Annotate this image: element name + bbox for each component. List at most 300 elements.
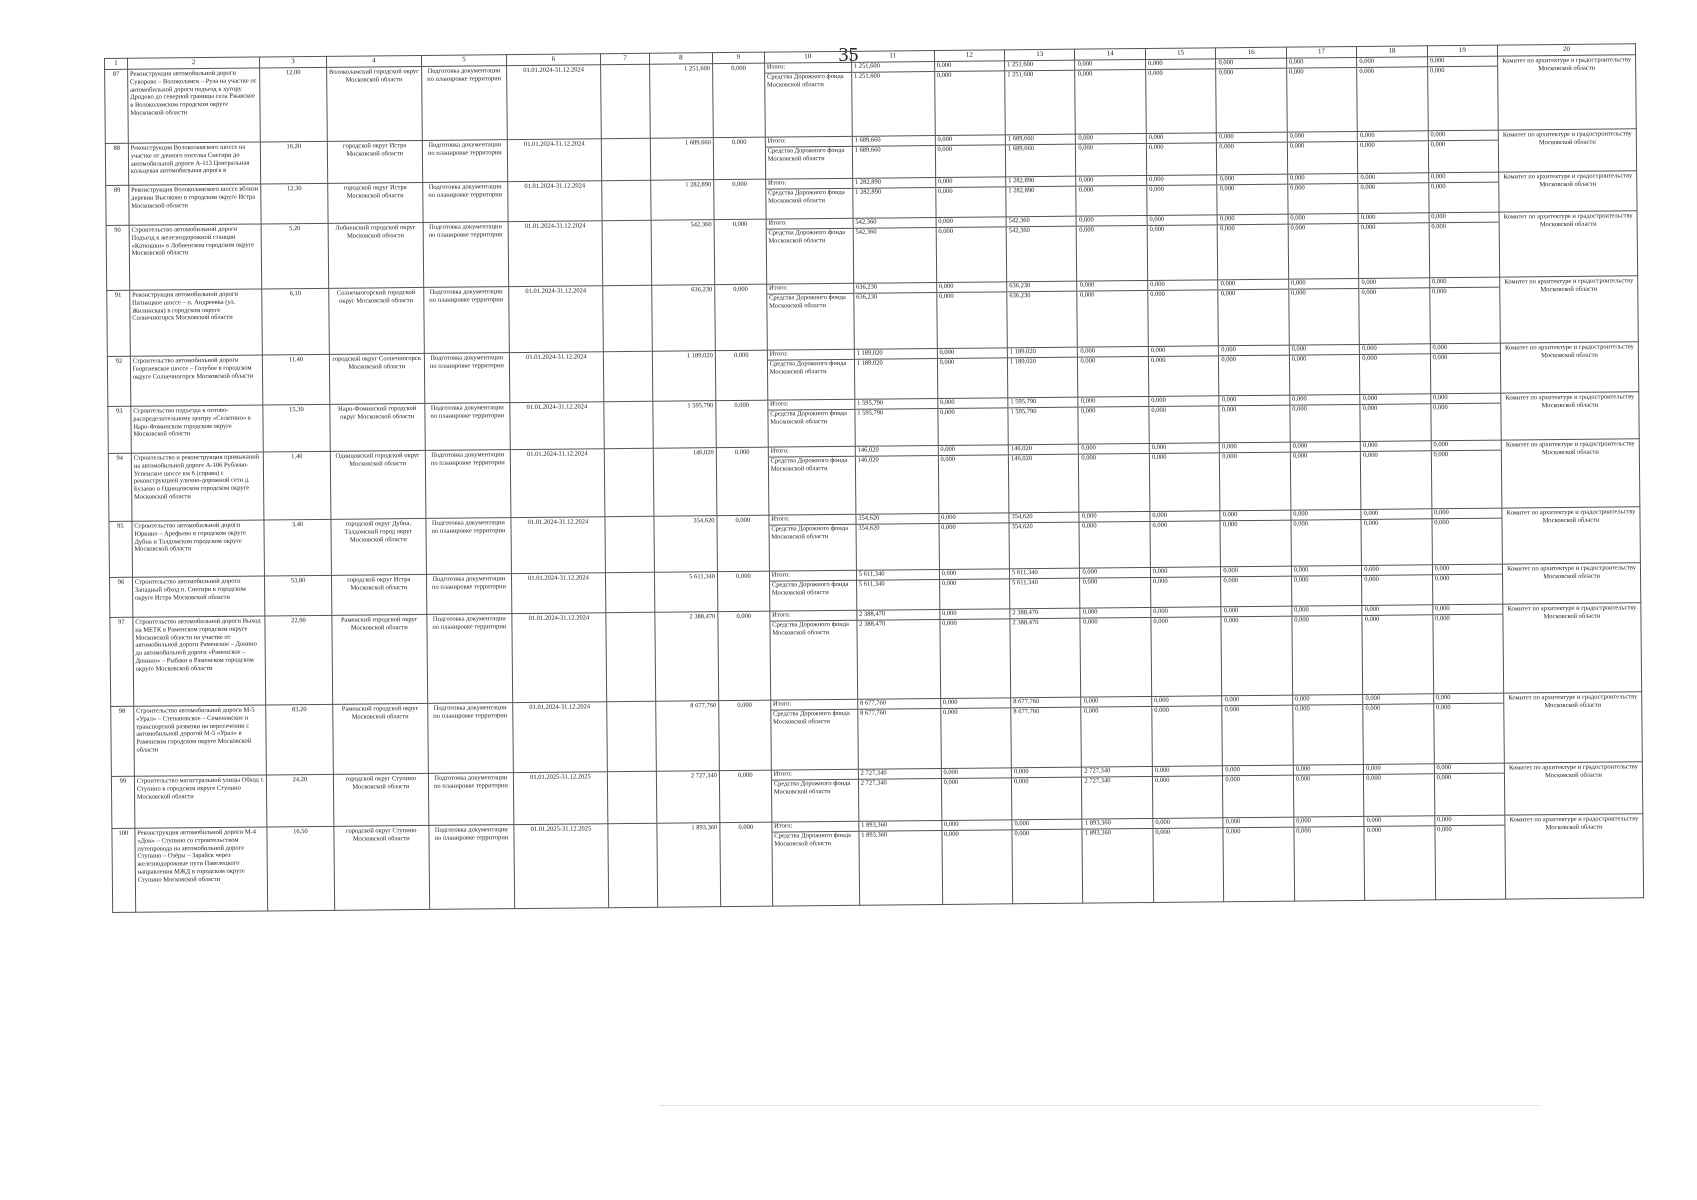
itogo-value: 2 727,340 <box>1082 767 1152 778</box>
fund-value: 0,000 <box>939 358 955 366</box>
fund-label: Средства Дорожного фонда Московской области <box>772 620 849 637</box>
column-header: 17 <box>1286 46 1357 58</box>
responsible-committee: Комитет по архитектуре и градостроительству Московской области <box>1498 129 1636 172</box>
column-9-value: 0,000 <box>718 611 771 700</box>
itogo-value: 0,000 <box>1147 215 1217 226</box>
itogo-value: 0,000 <box>1147 133 1217 144</box>
responsible-committee: Комитет по архитектуре и градостроительству Московской области <box>1500 342 1638 393</box>
itogo-value: 354,620 <box>856 514 938 525</box>
financing-cell <box>1008 444 1079 513</box>
itogo-value: 1 595,790 <box>1008 398 1078 409</box>
financing-cell <box>1012 819 1083 904</box>
financing-cell <box>1009 568 1080 609</box>
itogo-value: 1 189,020 <box>1008 348 1078 359</box>
fund-value: 0,000 <box>1289 142 1305 150</box>
total-cost: 2 388,470 <box>655 612 719 702</box>
financing-cell <box>1077 215 1148 281</box>
itogo-value: 0,000 <box>1223 696 1293 707</box>
fund-label: Средства Дорожного фонда Московской области <box>767 146 845 163</box>
municipality: городской округ Истра Московской области <box>327 182 423 223</box>
fund-value: 354,620 <box>858 524 880 532</box>
object-length: 12,30 <box>261 183 328 224</box>
document-sheet <box>104 43 1646 1088</box>
fund-value: 0,000 <box>1220 225 1235 233</box>
responsible-committee: Комитет по архитектуре и градостроительству Московской области <box>1503 603 1642 693</box>
financing-cell <box>852 136 935 179</box>
financing-cell <box>1291 565 1362 606</box>
column-header: 10 <box>764 51 851 63</box>
municipality: Лобненский городской округ Московской области <box>328 222 424 288</box>
financing-cell <box>1434 763 1505 816</box>
object-name: Реконструкция автомобильной дороги Пятницкое шоссе – п. Андреевка (ул. Жилинская) в городском округе Солнечногорск Московской области <box>130 289 263 356</box>
financing-cell <box>1433 693 1504 764</box>
itogo-label: Итого: <box>766 137 852 148</box>
financing-cell <box>1430 343 1501 394</box>
column-header: 14 <box>1075 49 1146 61</box>
itogo-value: 0,000 <box>1152 696 1222 707</box>
financing-cell <box>939 609 1010 699</box>
row-number: 89 <box>106 185 129 225</box>
financing-cell <box>1008 397 1079 445</box>
financing-cell <box>1292 694 1363 765</box>
fund-value: 0,000 <box>1219 143 1234 151</box>
itogo-value: 0,000 <box>1293 695 1363 706</box>
fund-value: 0,000 <box>1364 575 1379 583</box>
itogo-value: 0,000 <box>1364 764 1434 775</box>
itogo-value: 354,620 <box>1009 513 1079 524</box>
fund-value: 2 388,470 <box>859 620 886 628</box>
fund-value: 0,000 <box>1360 183 1376 191</box>
fund-value: 0,000 <box>1294 616 1309 624</box>
fund-value: 0,000 <box>1364 615 1380 623</box>
itogo-value: 0,000 <box>936 217 1006 228</box>
total-cost: 1 893,360 <box>657 823 721 908</box>
object-length: 11,40 <box>263 354 330 405</box>
itogo-value: 0,000 <box>1222 607 1292 618</box>
financing-cell <box>934 61 1005 136</box>
responsible-committee: Комитет по архитектуре и градостроительству Московской области <box>1505 814 1644 899</box>
financing-cell <box>1360 441 1431 510</box>
fund-label: Средства Дорожного фонда Московской области <box>773 709 850 726</box>
column-9-value: 0,000 <box>713 63 765 137</box>
column-7-cell <box>601 64 650 138</box>
financing-cell <box>1357 57 1428 132</box>
financing-cell <box>1148 280 1219 347</box>
financing-cell <box>1007 347 1078 398</box>
itogo-value: 0,000 <box>935 61 1005 72</box>
financing-cell <box>1361 509 1432 566</box>
fund-value: 0,000 <box>1429 67 1445 75</box>
fund-value: 0,000 <box>1225 828 1241 836</box>
fund-label: Средства Дорожного фонда Московской области <box>768 188 845 205</box>
municipality: городской округ Ступино Московской области <box>333 773 429 826</box>
itogo-label: Итого: <box>766 219 852 230</box>
responsible-committee: Комитет по архитектуре и градостроительству Московской области <box>1504 692 1643 763</box>
financing-cell <box>1076 175 1147 216</box>
work-period: 01.01.2025-31.12.2025 <box>513 772 608 825</box>
total-cost: 2 727,340 <box>656 771 720 824</box>
fund-value: 636,230 <box>856 293 878 301</box>
financing-cell <box>1220 510 1291 567</box>
column-7-cell <box>602 220 651 285</box>
column-header: 4 <box>326 55 421 67</box>
row-number: 95 <box>109 521 132 577</box>
financing-cell <box>941 768 1012 821</box>
fund-value: 0,000 <box>1293 520 1308 528</box>
itogo-value: 0,000 <box>1078 347 1148 358</box>
itogo-value: 0,000 <box>1430 344 1500 355</box>
column-header: 12 <box>934 50 1005 62</box>
itogo-value: 0,000 <box>1221 567 1291 578</box>
object-length: 6,10 <box>262 288 329 355</box>
fund-value: 0,000 <box>1081 522 1097 530</box>
financing-cell <box>1007 281 1078 348</box>
fund-value: 1 189,020 <box>1009 358 1037 366</box>
itogo-value: 0,000 <box>1078 281 1148 292</box>
funding-source <box>766 218 854 284</box>
fund-value: 0,000 <box>1218 69 1234 77</box>
financing-cell <box>1292 605 1363 695</box>
financing-cell <box>1150 511 1221 568</box>
fund-value: 5 611,340 <box>858 580 885 588</box>
itogo-value: 0,000 <box>1151 567 1221 578</box>
object-name: Строительство автомобильной дороги Выход на МЕТК в Раменском городском округе Московской области на участке от автомобильной дороги Раменское – Донино до автомобильной дороги «Раменское – Донино» – Рыбаки в Раменском городском округе Московской области <box>133 616 266 706</box>
responsible-committee: Комитет по архитектуре и градостроительству Московской области <box>1501 392 1639 440</box>
column-header: 3 <box>260 56 326 68</box>
financing-cell <box>1219 345 1290 396</box>
financing-cell <box>1223 765 1294 818</box>
column-9-value: 0,000 <box>719 770 771 822</box>
funding-source <box>771 769 858 822</box>
column-9-value: 0,000 <box>715 350 767 400</box>
fund-value: 1 893,360 <box>861 831 888 839</box>
itogo-value: 0,000 <box>1149 396 1219 407</box>
column-7-cell <box>607 701 656 771</box>
fund-value: 0,000 <box>937 145 953 154</box>
fund-value: 0,000 <box>1295 705 1310 713</box>
itogo-value: 0,000 <box>1012 768 1082 779</box>
column-9-value: 0,000 <box>717 515 769 571</box>
object-name: Строительство автомобильной дороги Подъезд к железнодорожной станции «Катюшки» в Лобненском городском округе Московской области <box>129 224 262 290</box>
fund-label: Средства Дорожного фонда Московской области <box>774 831 851 848</box>
financing-cell <box>854 349 937 400</box>
itogo-value: 542,360 <box>853 218 935 229</box>
financing-cell <box>940 698 1011 769</box>
row-number: 96 <box>109 577 132 617</box>
fund-value: 0,000 <box>1080 357 1096 365</box>
financing-cell <box>1429 277 1500 344</box>
work-period: 01.01.2024-31.12.2024 <box>506 65 601 140</box>
financing-cell <box>1082 818 1153 903</box>
financing-cell <box>852 178 935 219</box>
fund-value: 0,000 <box>943 778 959 786</box>
fund-value: 2 727,340 <box>1084 777 1111 785</box>
financing-cell <box>858 768 941 821</box>
column-9-value: 0,000 <box>714 219 766 284</box>
total-cost: 8 677,760 <box>655 701 719 772</box>
financing-cell <box>1435 815 1506 900</box>
fund-value: 0,000 <box>1295 775 1311 783</box>
financing-cell <box>857 610 941 700</box>
financing-cell <box>1220 442 1291 511</box>
fund-value: 0,000 <box>942 619 957 627</box>
financing-cell <box>1291 509 1362 566</box>
column-header: 15 <box>1145 48 1216 60</box>
total-cost: 542,360 <box>651 220 715 286</box>
itogo-value: 0,000 <box>1357 57 1427 68</box>
fund-value: 0,000 <box>1293 576 1309 584</box>
itogo-value: 0,000 <box>1289 279 1359 290</box>
fund-value: 0,000 <box>942 708 958 716</box>
column-9-value: 0,000 <box>715 284 767 350</box>
itogo-value: 0,000 <box>1362 509 1432 520</box>
fund-value: 0,000 <box>1082 618 1098 626</box>
work-type: Подготовка документации по планировке территории <box>424 353 509 404</box>
fund-value: 0,000 <box>1437 826 1452 834</box>
itogo-value: 0,000 <box>939 513 1009 524</box>
fund-value: 0,000 <box>1435 704 1451 712</box>
municipality: Одинцовский городской округ Московской области <box>330 450 426 519</box>
itogo-value: 0,000 <box>935 135 1005 146</box>
itogo-value: 5 611,340 <box>857 570 939 581</box>
work-type: Подготовка документации по планировке территории <box>423 182 508 223</box>
itogo-value: 0,000 <box>938 398 1008 409</box>
financing-cell <box>1288 213 1359 279</box>
financing-cell <box>1364 816 1435 901</box>
work-type: Подготовка документации по планировке территории <box>426 574 511 615</box>
column-header: 16 <box>1216 47 1287 59</box>
column-header: 1 <box>105 58 128 69</box>
itogo-value: 0,000 <box>1076 134 1146 145</box>
column-9-value: 0,000 <box>720 822 773 906</box>
itogo-value: 0,000 <box>1428 131 1498 142</box>
financing-cell <box>859 820 943 905</box>
financing-cell <box>935 177 1006 218</box>
fund-value: 0,000 <box>1433 404 1448 412</box>
funding-source <box>764 62 852 137</box>
funding-source <box>769 514 857 571</box>
fund-value: 0,000 <box>1435 615 1450 623</box>
financing-cell <box>1290 441 1361 510</box>
row-number: 97 <box>110 617 134 706</box>
fund-value: 146,020 <box>1010 455 1033 463</box>
object-name: Строительство автомобильной дороги Западный обход п. Снегири в городском округе Истра Московской области <box>132 576 265 617</box>
itogo-value: 0,000 <box>1080 568 1150 579</box>
responsible-committee: Комитет по архитектуре и градостроительству Московской области <box>1500 276 1639 343</box>
column-header: 18 <box>1357 46 1428 58</box>
financing-cell <box>1431 440 1502 509</box>
itogo-value: 146,020 <box>856 446 938 457</box>
itogo-value: 0,000 <box>1359 278 1429 289</box>
responsible-committee: Комитет по архитектуре и градостроительству Московской области <box>1504 762 1642 815</box>
column-header: 8 <box>649 53 712 65</box>
financing-cell <box>1079 511 1150 568</box>
municipality: Раменский городской округ Московской области <box>332 614 428 704</box>
financing-cell <box>1011 767 1082 820</box>
itogo-value: 0,000 <box>1148 280 1218 291</box>
object-name: Строительство автомобильной дороги Юркино – Арефьево в городском округе Дубна и Талдомском городском округе Московской области <box>132 520 265 577</box>
row-number: 99 <box>111 776 134 828</box>
itogo-value: 0,000 <box>1294 817 1364 828</box>
itogo-value: 0,000 <box>1290 345 1360 356</box>
financing-cell <box>1080 567 1151 608</box>
object-length: 16,20 <box>261 141 328 184</box>
fund-label: Средства Дорожного фонда Московской области <box>770 409 847 426</box>
financing-cell <box>937 348 1008 399</box>
itogo-value: 0,000 <box>1217 133 1287 144</box>
financing-cell <box>1218 279 1289 346</box>
total-cost: 1 689,660 <box>650 138 714 181</box>
itogo-value: 0,000 <box>1292 606 1362 617</box>
fund-value: 0,000 <box>1431 288 1447 296</box>
work-period: 01.01.2024-31.12.2024 <box>508 181 603 222</box>
work-type: Подготовка документации по планировке территории <box>426 518 511 575</box>
fund-value: 0,000 <box>1083 707 1099 715</box>
fund-value: 0,000 <box>1292 452 1308 460</box>
municipality: Раменский городской округ Московской области <box>332 703 428 774</box>
itogo-value: 636,230 <box>854 283 936 294</box>
financing-cell <box>1362 565 1433 606</box>
row-number: 98 <box>111 706 134 776</box>
fund-value: 0,000 <box>1360 223 1376 231</box>
itogo-value: 0,000 <box>1146 59 1216 70</box>
municipality: городской округ Дубна, Талдомский город округ Московской области <box>331 518 427 575</box>
itogo-label: Итого: <box>769 447 855 458</box>
column-7-cell <box>603 351 652 401</box>
fund-value: 0,000 <box>1363 451 1378 459</box>
financing-cell <box>1149 396 1220 444</box>
fund-value: 0,000 <box>1080 407 1096 415</box>
responsible-committee: Комитет по архитектуре и градостроительству Московской области <box>1499 211 1638 277</box>
work-period: 01.01.2024-31.12.2024 <box>513 702 608 773</box>
table-body <box>105 55 1644 913</box>
fund-value: 0,000 <box>1148 69 1163 77</box>
municipality: Наро-Фоминский городской округ Московской области <box>329 403 425 451</box>
work-type: Подготовка документации по планировке территории <box>424 287 510 354</box>
fund-value: 0,000 <box>1155 828 1171 836</box>
financing-cell <box>1078 396 1149 444</box>
financing-cell <box>1153 818 1224 903</box>
financing-cell <box>1430 393 1501 441</box>
fund-label: Средства Дорожного фонда Московской области <box>771 524 849 541</box>
object-length: 1,40 <box>264 451 331 520</box>
column-7-cell <box>606 572 655 612</box>
row-number: 91 <box>107 290 130 356</box>
fund-label: Средства Дорожного фонда Московской области <box>770 456 848 473</box>
object-length: 15,30 <box>263 404 330 452</box>
itogo-label: Итого: <box>765 63 851 74</box>
fund-value: 0,000 <box>1149 225 1165 233</box>
itogo-label: Итого: <box>768 400 854 411</box>
responsible-committee: Комитет по архитектуре и градостроительству Московской области <box>1501 439 1640 508</box>
fund-value: 0,000 <box>1366 774 1381 782</box>
work-type: Подготовка документации по планировке территории <box>425 403 510 451</box>
itogo-value: 0,000 <box>1220 443 1290 454</box>
responsible-committee: Комитет по архитектуре и градостроительству Московской области <box>1498 55 1637 130</box>
financing-cell <box>1358 173 1429 214</box>
financing-cell <box>857 699 941 770</box>
financing-cell <box>855 446 939 515</box>
fund-value: 0,000 <box>944 830 959 838</box>
column-9-value: 0,000 <box>716 400 768 447</box>
fund-value: 0,000 <box>1362 404 1378 412</box>
total-cost: 636,230 <box>652 285 716 352</box>
financing-cell <box>1147 175 1218 216</box>
financing-cell <box>1147 215 1218 281</box>
financing-cell <box>1360 344 1431 395</box>
financing-cell <box>1429 212 1500 278</box>
column-7-cell <box>603 285 652 351</box>
itogo-value: 0,000 <box>1431 394 1501 405</box>
itogo-value: 0,000 <box>1080 512 1150 523</box>
financing-cell <box>936 217 1007 283</box>
municipality: Солнечногорский городской округ Московской области <box>328 287 424 354</box>
funding-source <box>768 399 855 447</box>
fund-value: 0,000 <box>1436 774 1452 782</box>
total-cost: 5 611,340 <box>654 572 718 613</box>
total-cost: 354,620 <box>654 516 718 573</box>
fund-value: 1 282,890 <box>855 188 882 196</box>
itogo-value: 542,360 <box>1007 217 1077 228</box>
funding-source <box>770 699 858 770</box>
itogo-value: 0,000 <box>1358 173 1428 184</box>
itogo-value: 0,000 <box>1219 346 1289 357</box>
itogo-value: 0,000 <box>1291 442 1361 453</box>
column-7-cell <box>607 771 656 823</box>
itogo-value: 0,000 <box>1362 565 1432 576</box>
itogo-value: 0,000 <box>1363 694 1433 705</box>
fund-value: 0,000 <box>1432 354 1448 362</box>
table-row <box>112 814 1644 913</box>
column-9-value: 0,000 <box>713 137 765 179</box>
itogo-label: Итого: <box>770 611 856 622</box>
fund-value: 0,000 <box>1151 453 1167 461</box>
itogo-value: 0,000 <box>1288 132 1358 143</box>
responsible-committee: Комитет по архитектуре и градостроительству Московской области <box>1503 563 1641 604</box>
itogo-value: 0,000 <box>1218 175 1288 186</box>
itogo-value: 1 251,600 <box>852 62 934 73</box>
municipality: городской округ Истра Московской области <box>331 574 427 615</box>
work-period: 01.01.2024-31.12.2024 <box>511 517 606 574</box>
itogo-value: 0,000 <box>1358 131 1428 142</box>
fund-label: Средства Дорожного фонда Московской области <box>769 293 846 310</box>
itogo-value: 2 388,470 <box>857 610 939 621</box>
itogo-value: 0,000 <box>1216 59 1286 70</box>
fund-value: 0,000 <box>1078 144 1094 152</box>
column-header: 13 <box>1005 49 1076 61</box>
itogo-value: 0,000 <box>1153 766 1223 777</box>
financing-cell <box>1081 696 1152 767</box>
financing-cell <box>1217 174 1288 215</box>
financing-cell <box>1006 176 1077 217</box>
fund-value: 0,000 <box>1222 453 1237 461</box>
table-row <box>110 603 1642 707</box>
column-header: 11 <box>851 51 934 63</box>
fund-value: 0,000 <box>941 523 956 531</box>
itogo-value: 0,000 <box>1287 58 1357 69</box>
scan-margin-line <box>660 1105 1540 1106</box>
object-table <box>104 43 1644 913</box>
fund-value: 1 595,790 <box>1010 408 1037 416</box>
fund-value: 0,000 <box>1219 185 1235 193</box>
object-name: Строительство и реконструкция примыканий на автомобильной дороге А-106 Рублево-Успенское шоссе км 6 (справа) с реконструкцией улично-дорожной сети д. Бузаево в Одинцовском городском округе Московской области <box>131 452 264 521</box>
financing-cell <box>1219 395 1290 443</box>
financing-cell <box>1080 607 1151 697</box>
fund-value: 2 388,470 <box>1012 619 1039 627</box>
financing-cell <box>1076 133 1147 176</box>
financing-cell <box>1217 132 1288 175</box>
itogo-value: 0,000 <box>1361 441 1431 452</box>
